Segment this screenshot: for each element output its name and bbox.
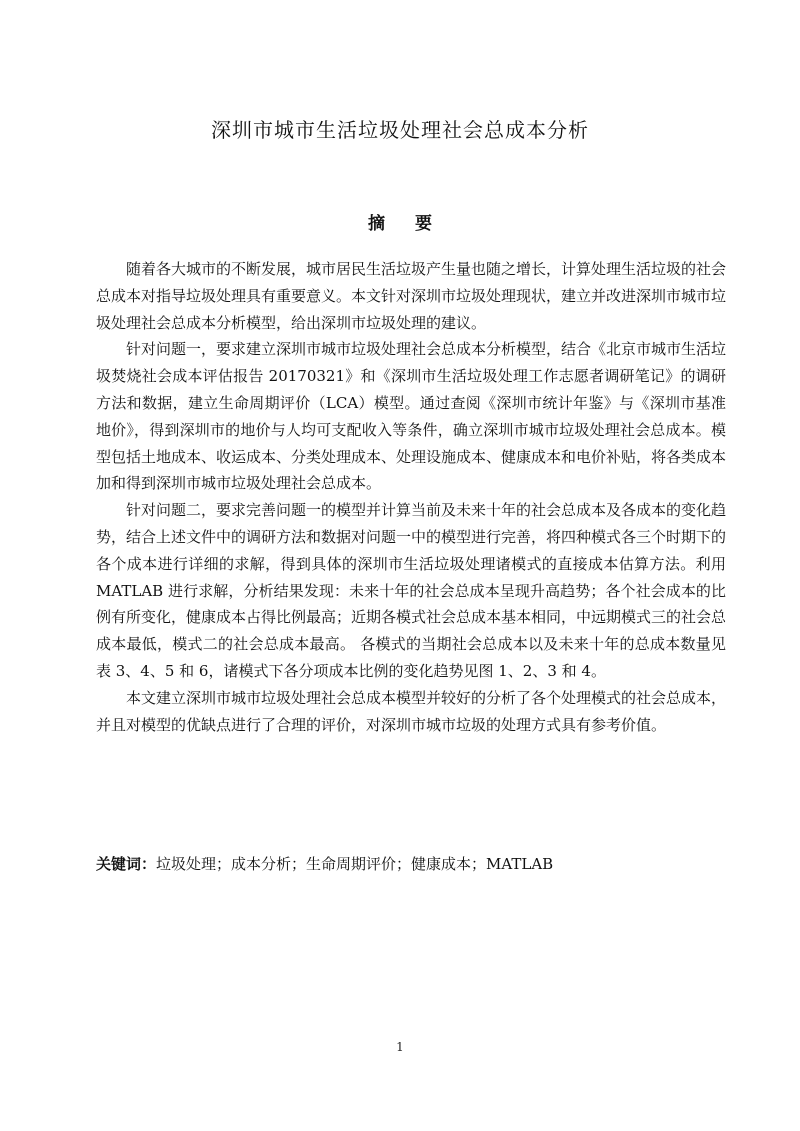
keywords-label: 关键词： [96, 855, 157, 873]
keywords-text: 垃圾处理；成本分析；生命周期评价；健康成本；MATLAB [156, 855, 554, 873]
page-number: 1 [396, 1040, 404, 1054]
abstract-paragraph: 针对问题一，要求建立深圳市城市垃圾处理社会总成本分析模型，结合《北京市城市生活垃圾焚烧社会成本评估报告 20170321》和《深圳市生活垃圾处理工作志愿者调研笔记》的调研方法和数据，建立生命周期评价（LCA）模型。通过查阅《深圳市统计年鉴》与《深圳市基准地价》，得到深圳市的地价与人均可支配收入等条件，确立深圳市城市垃圾处理社会总成本。模型包括土地成本、收运成本、分类处理成本、处理设施成本、健康成本和电价补贴，将各类成本加和得到深圳市城市垃圾处理社会总成本。 [96, 340, 727, 493]
keywords-line [96, 852, 726, 876]
abstract-paragraph: 本文建立深圳市城市垃圾处理社会总成本模型并较好的分析了各个处理模式的社会总成本，并且对模型的优缺点进行了合理的评价，对深圳市城市垃圾的处理方式具有参考价值。 [96, 688, 727, 734]
paper-title: 深圳市城市生活垃圾处理社会总成本分析 [211, 118, 589, 142]
abstract-heading: 摘 要 [368, 214, 432, 234]
abstract-body [96, 256, 726, 738]
abstract-paragraph: 随着各大城市的不断发展，城市居民生活垃圾产生量也随之增长，计算处理生活垃圾的社会总成本对指导垃圾处理具有重要意义。本文针对深圳市垃圾处理现状，建立并改进深圳市城市垃圾处理社会总成本分析模型，给出深圳市垃圾处理的建议。 [96, 260, 727, 332]
abstract-paragraph: 针对问题二，要求完善问题一的模型并计算当前及未来十年的社会总成本及各成本的变化趋势，结合上述文件中的调研方法和数据对问题一中的模型进行完善，将四种模式各三个时期下的各个成本进行详细的求解，得到具体的深圳市生活垃圾处理诸模式的直接成本估算方法。利用 MATLAB 进行求解，分析结果发现：未来十年的社会总成本呈现升高趋势；各个社会成本的比例有所变化，健康成本占得比例最高；近期各模式社会总成本基本相同，中远期模式三的社会总成本最低，模式二的社会总成本最高。 各模式的当期社会总成本以及未来十年的总成本数量见表 3、4、5 和 6，诸模式下各分项成本比例的变化趋势见图 1、2、3 和 4。 [96, 501, 727, 680]
